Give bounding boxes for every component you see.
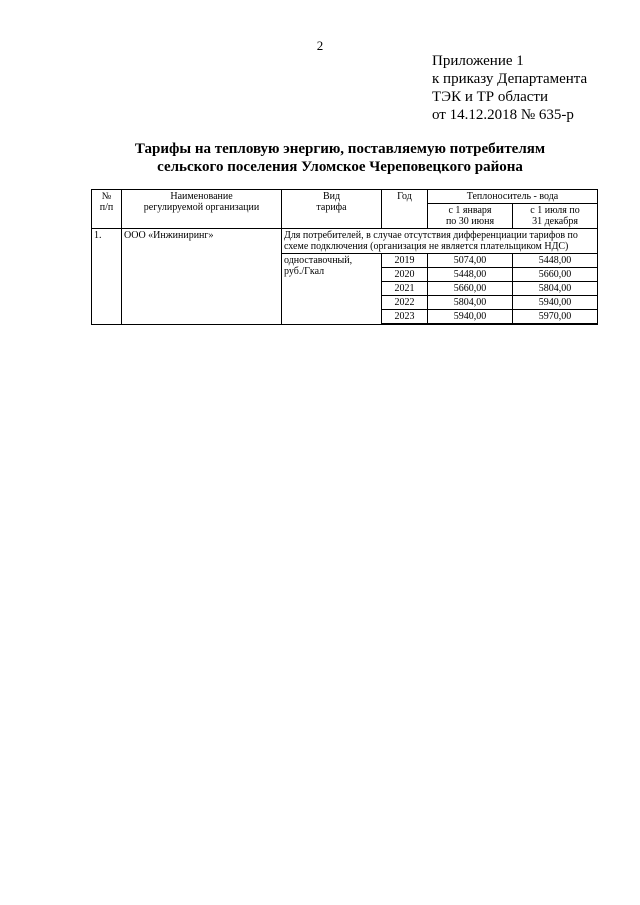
- tariff-type: одноставочный, руб./Гкал: [282, 254, 382, 325]
- header-period-2: с 1 июля по 31 декабря: [513, 204, 598, 229]
- year-cell: 2023: [382, 310, 428, 324]
- table-filler: [382, 324, 598, 325]
- table-header-row: [92, 190, 598, 204]
- header-organization: Наименование регулируемой организации: [122, 190, 282, 229]
- header-num: № п/п: [92, 190, 122, 229]
- tariff-h2-cell: 5940,00: [513, 296, 598, 310]
- year-cell: 2019: [382, 254, 428, 268]
- year-cell: 2021: [382, 282, 428, 296]
- tariff-h2-cell: 5660,00: [513, 268, 598, 282]
- tariff-h1-cell: 5074,00: [428, 254, 513, 268]
- tariff-h1-cell: 5660,00: [428, 282, 513, 296]
- header-heat-carrier: Теплоноситель - вода: [428, 190, 598, 204]
- title-line: сельского поселения Уломское Череповецкого района: [157, 159, 523, 175]
- row-number: 1.: [92, 229, 122, 325]
- header-period-1: с 1 января по 30 июня: [428, 204, 513, 229]
- appendix-line: ТЭК и ТР области: [432, 89, 548, 105]
- appendix-line: от 14.12.2018 № 635-р: [432, 107, 574, 123]
- title-line: Тарифы на тепловую энергию, поставляемую потребителям: [134, 141, 546, 157]
- tariff-h2-cell: 5970,00: [513, 310, 598, 324]
- tariff-h1-cell: 5804,00: [428, 296, 513, 310]
- tariff-h2-cell: 5448,00: [513, 254, 598, 268]
- page-number: 2: [316, 38, 324, 53]
- appendix-line: к приказу Департамента: [432, 71, 588, 87]
- year-cell: 2022: [382, 296, 428, 310]
- header-year: Год: [382, 190, 428, 229]
- year-cell: 2020: [382, 268, 428, 282]
- tariff-h1-cell: 5448,00: [428, 268, 513, 282]
- table-row: [92, 229, 598, 254]
- tariff-h2-cell: 5804,00: [513, 282, 598, 296]
- header-tariff-kind: Вид тарифа: [282, 190, 382, 229]
- tariff-table: [91, 189, 598, 325]
- appendix-header: [432, 52, 587, 124]
- organization-name: ООО «Инжиниринг»: [122, 229, 282, 325]
- document-title: [90, 140, 590, 176]
- tariff-h1-cell: 5940,00: [428, 310, 513, 324]
- appendix-line: Приложение 1: [432, 53, 524, 69]
- consumer-note: Для потребителей, в случае отсутствия дифференциации тарифов по схеме подключения (организация не является плательщиком НДС): [282, 229, 598, 254]
